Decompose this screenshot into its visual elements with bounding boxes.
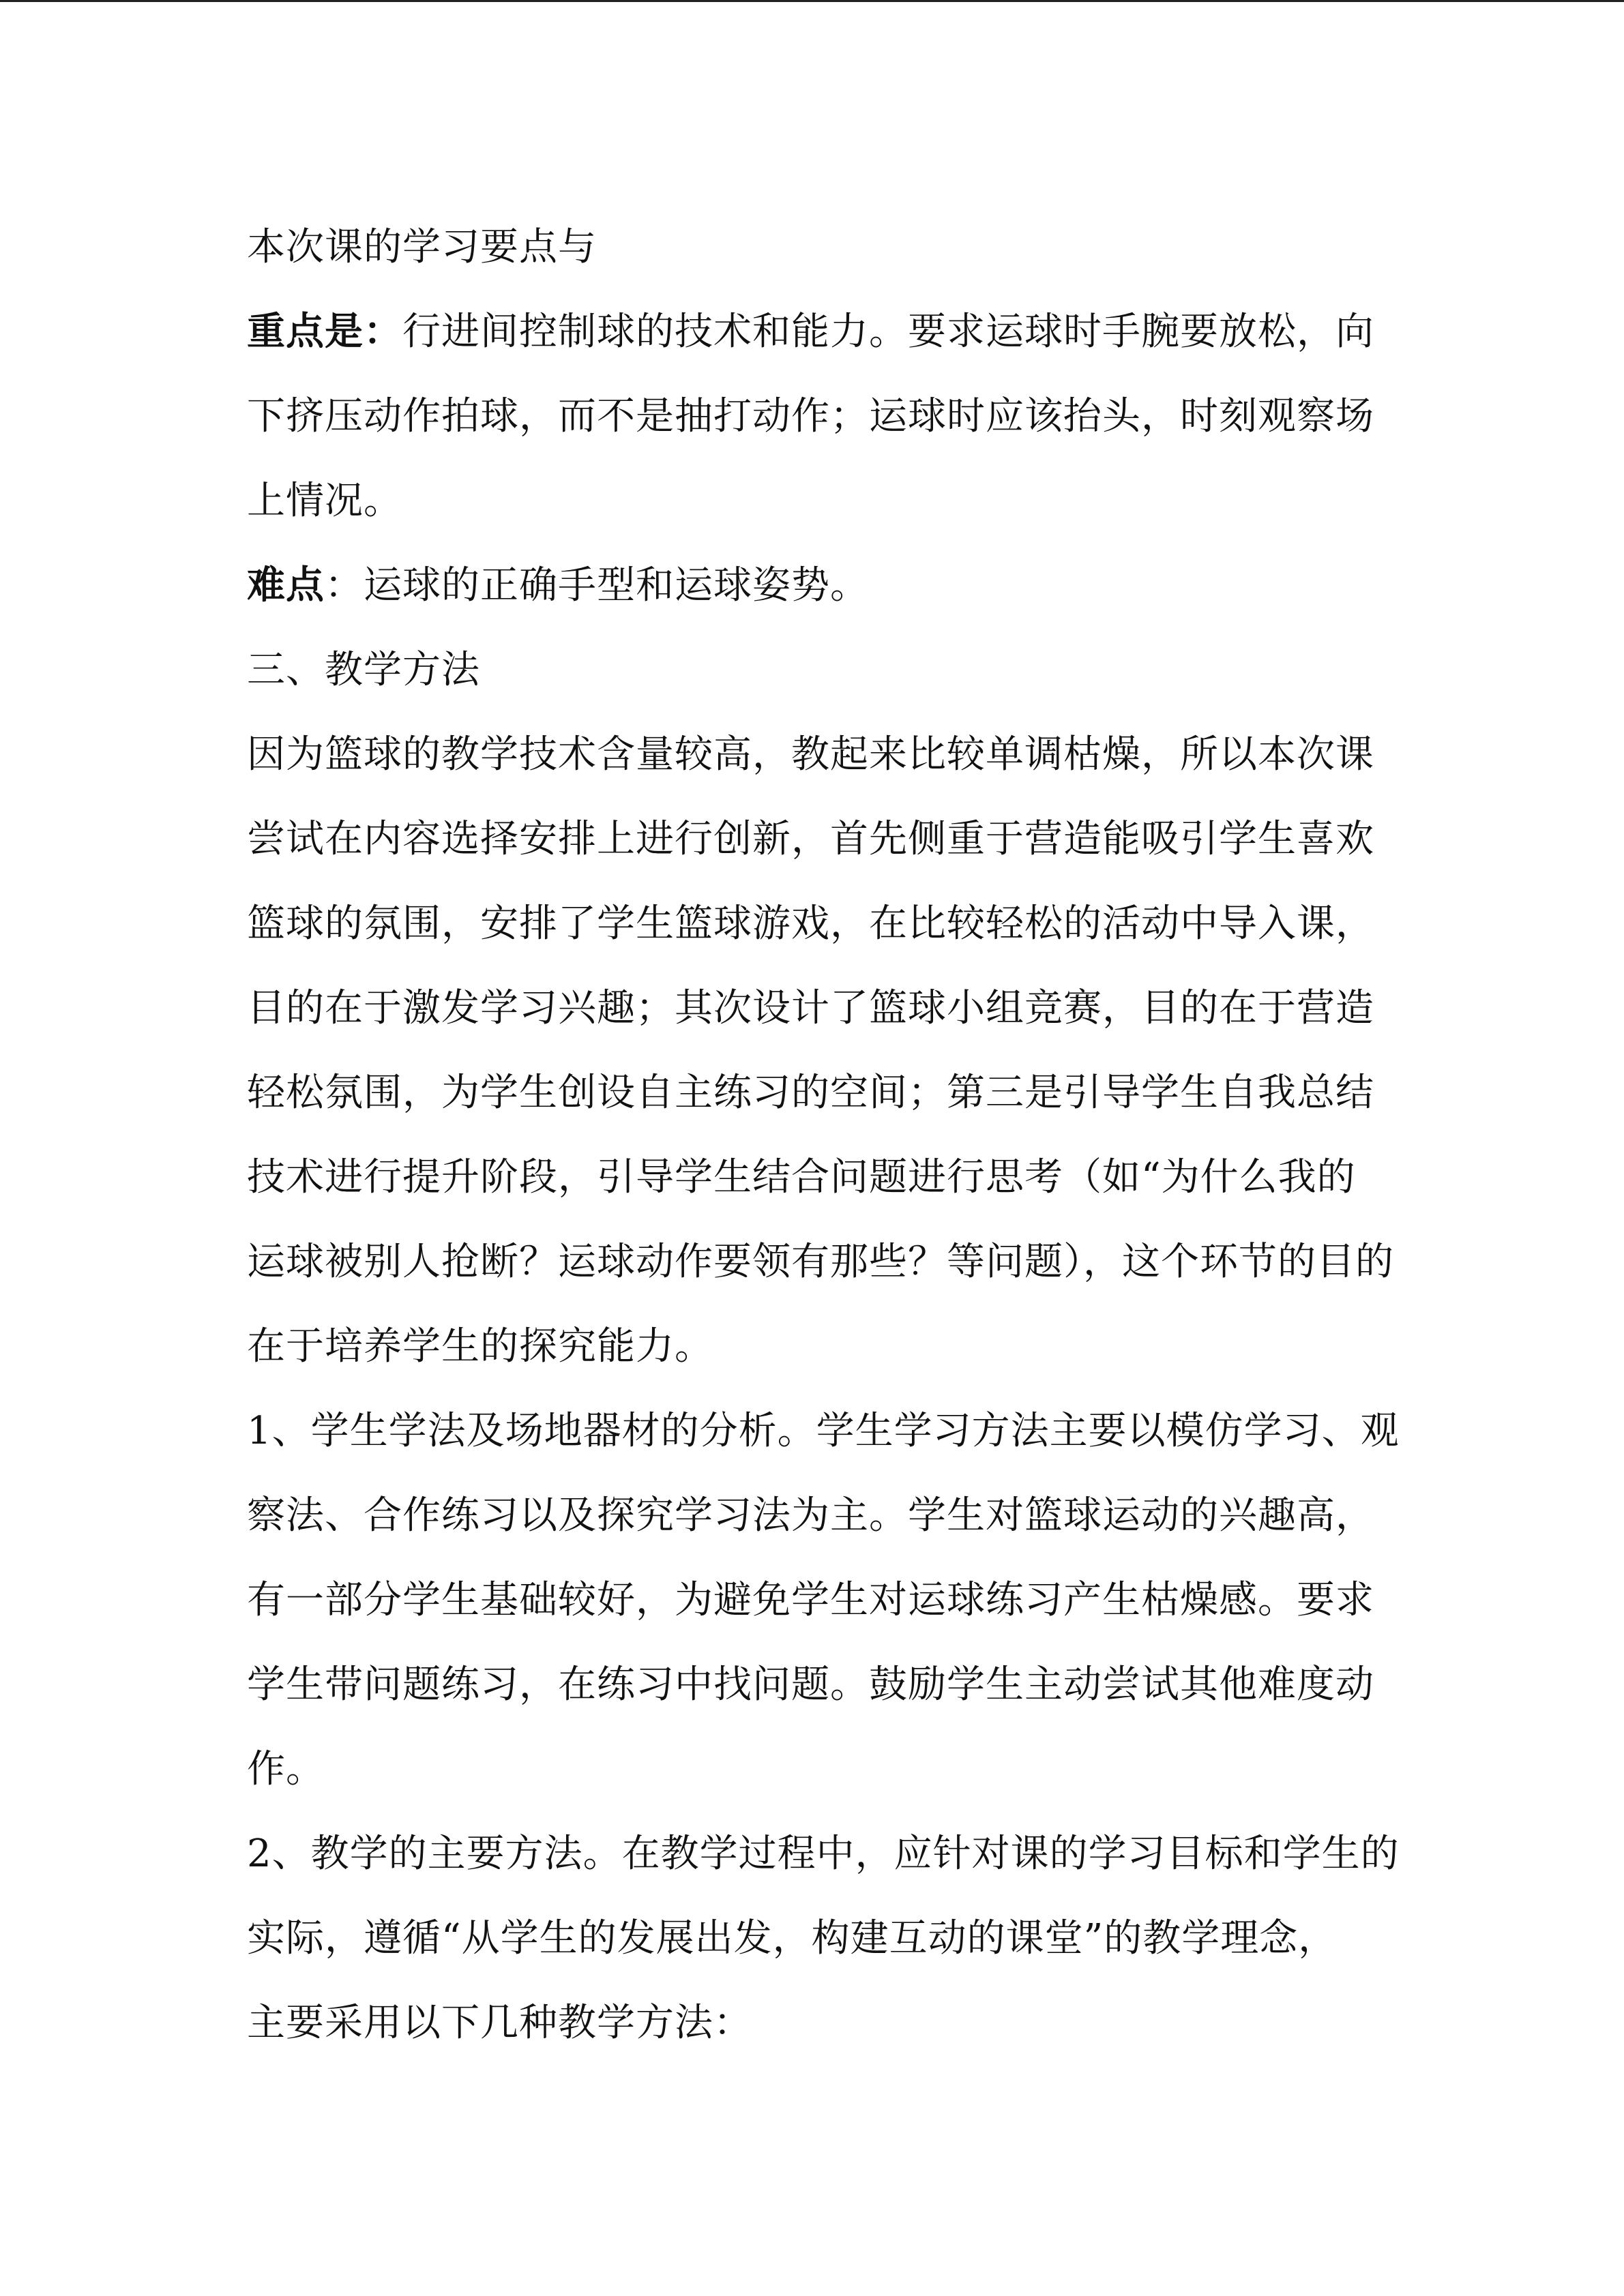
line-text: 上情况。 — [247, 479, 402, 523]
line-text: 主要采用以下几种教学方法： — [247, 2001, 752, 2045]
line-text: 轻松氛围，为学生创设自主练习的空间；第三是引导学生自我总结 — [247, 1071, 1374, 1115]
page-top-border — [0, 0, 1624, 2]
key-point-label: 重点是： — [247, 309, 402, 354]
text-line — [247, 1557, 1379, 1642]
line-text: 本次课的学习要点与 — [247, 225, 597, 269]
line-text: 三、教学方法 — [247, 648, 480, 692]
text-line-difficulty — [247, 543, 1379, 627]
document-page — [247, 205, 1400, 2065]
line-text: ：运球的正确手型和运球姿势。 — [325, 563, 869, 608]
text-line-item-1 — [247, 1388, 1400, 1473]
text-line — [247, 1473, 1379, 1557]
line-text: 学生带问题练习，在练习中找问题。鼓励学生主动尝试其他难度动 — [247, 1663, 1374, 1707]
text-line — [247, 796, 1379, 881]
text-line — [247, 1980, 1379, 2065]
text-line — [247, 1050, 1379, 1135]
text-line — [247, 458, 1379, 543]
text-line — [247, 712, 1379, 796]
text-line — [247, 1642, 1379, 1727]
text-line — [247, 374, 1379, 458]
line-text: 尝试在内容选择安排上进行创新，首先侧重于营造能吸引学生喜欢 — [247, 817, 1374, 861]
text-line — [247, 1304, 1379, 1388]
line-text: 目的在于激发学习兴趣；其次设计了篮球小组竞赛，目的在于营造 — [247, 986, 1374, 1030]
text-line-key-point — [247, 289, 1379, 374]
line-text: 察法、合作练习以及探究学习法为主。学生对篮球运动的兴趣高， — [247, 1493, 1374, 1538]
text-line — [247, 966, 1379, 1050]
line-text: 因为篮球的教学技术含量较高，教起来比较单调枯燥，所以本次课 — [247, 732, 1374, 777]
line-text: 2、教学的主要方法。在教学过程中，应针对课的学习目标和学生的 — [247, 1832, 1400, 1876]
line-text: 行进间控制球的技术和能力。要求运球时手腕要放松，向 — [402, 310, 1374, 354]
line-text: 1、学生学法及场地器材的分析。学生学习方法主要以模仿学习、观 — [247, 1409, 1400, 1453]
difficulty-label: 难点 — [247, 563, 325, 608]
text-line — [247, 1896, 1379, 1980]
text-line-item-2 — [247, 1811, 1400, 1896]
text-line — [247, 1135, 1379, 1219]
text-line — [247, 1727, 1379, 1811]
line-text: 运球被别人抢断？运球动作要领有那些？等问题），这个环节的目的 — [247, 1240, 1394, 1284]
line-text: 作。 — [247, 1747, 325, 1791]
line-text: 下挤压动作拍球，而不是抽打动作；运球时应该抬头，时刻观察场 — [247, 394, 1374, 438]
line-text: 篮球的氛围，安排了学生篮球游戏，在比较轻松的活动中导入课， — [247, 901, 1374, 946]
text-line — [247, 881, 1379, 966]
line-text: 在于培养学生的探究能力。 — [247, 1324, 713, 1369]
text-line — [247, 1219, 1394, 1304]
text-line-heading — [247, 205, 1379, 289]
line-text: 有一部分学生基础较好，为避免学生对运球练习产生枯燥感。要求 — [247, 1578, 1374, 1622]
section-heading-teaching-methods — [247, 627, 1379, 712]
line-text: 实际，遵循“从学生的发展出发，构建互动的课堂”的教学理念， — [247, 1916, 1338, 1960]
line-text: 技术进行提升阶段，引导学生结合问题进行思考（如“为什么我的 — [247, 1155, 1356, 1199]
